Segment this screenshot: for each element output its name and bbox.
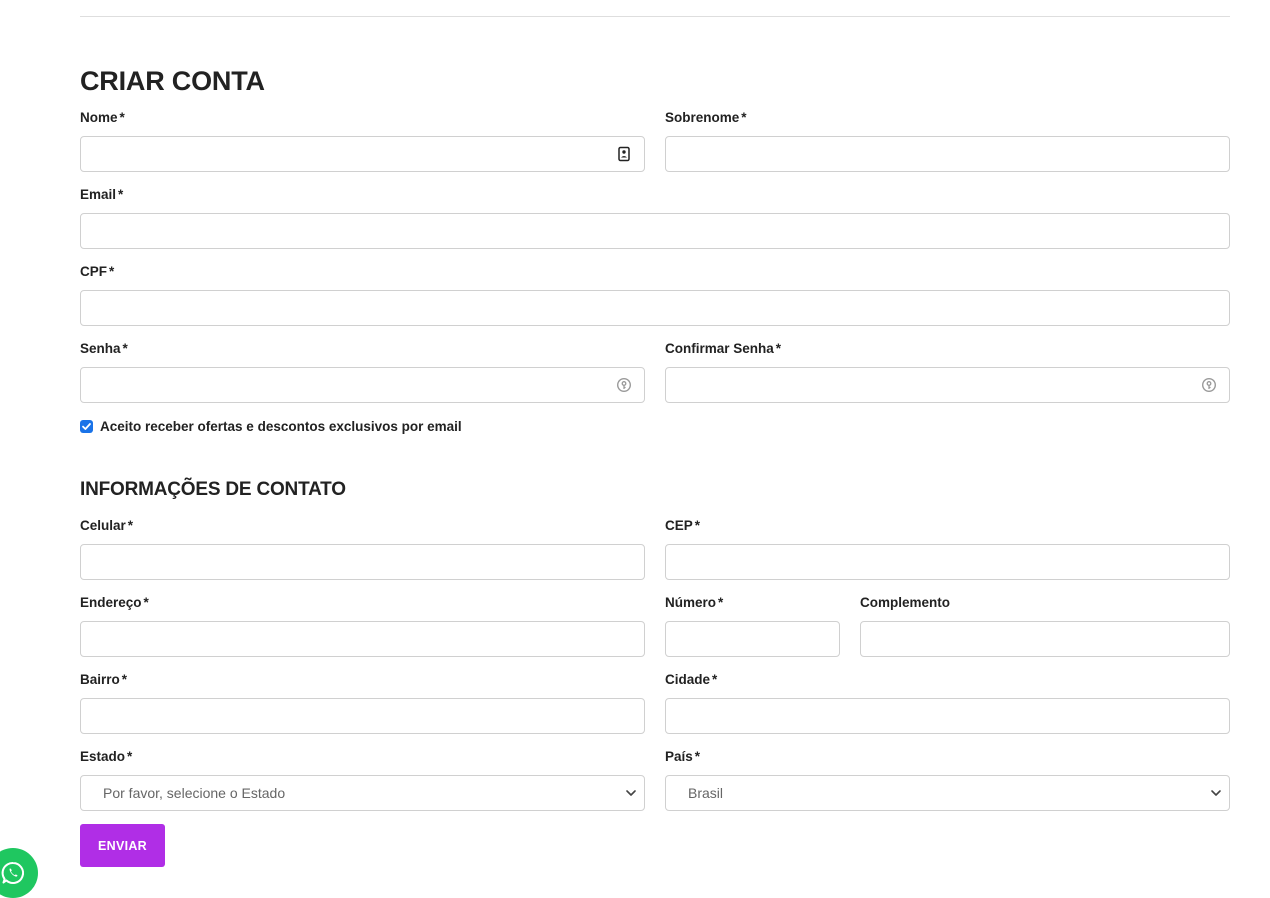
password-key-icon[interactable] xyxy=(616,377,632,393)
endereco-input[interactable] xyxy=(81,622,644,656)
sobrenome-input-box[interactable] xyxy=(665,136,1230,172)
cidade-input-box[interactable] xyxy=(665,698,1230,734)
numero-input[interactable] xyxy=(666,622,839,656)
email-label: Email * xyxy=(80,187,124,202)
cidade-field xyxy=(665,672,1230,734)
celular-input[interactable] xyxy=(81,545,644,579)
senha-input-box[interactable] xyxy=(80,367,645,403)
pais-label: País * xyxy=(665,749,701,764)
complemento-field xyxy=(860,595,1230,657)
cep-field xyxy=(665,518,1230,580)
numero-field xyxy=(665,595,840,657)
bairro-label: Bairro * xyxy=(80,672,128,687)
sobrenome-field xyxy=(665,110,1230,172)
pais-select[interactable] xyxy=(665,775,1230,811)
cidade-input[interactable] xyxy=(666,699,1229,733)
pais-selected-value: Brasil xyxy=(688,785,724,801)
pais-field xyxy=(665,749,1230,811)
sobrenome-label: Sobrenome * xyxy=(665,110,747,125)
confirmar-senha-label: Confirmar Senha * xyxy=(665,341,782,356)
sobrenome-input[interactable] xyxy=(666,137,1229,171)
senha-field xyxy=(80,341,645,403)
cpf-label: CPF * xyxy=(80,264,115,279)
cpf-input[interactable] xyxy=(81,291,1229,325)
cidade-label: Cidade * xyxy=(665,672,718,687)
estado-field xyxy=(80,749,645,811)
senha-label: Senha * xyxy=(80,341,128,356)
confirmar-senha-input-box[interactable] xyxy=(665,367,1230,403)
email-input[interactable] xyxy=(81,214,1229,248)
contact-card-icon[interactable] xyxy=(616,146,632,162)
enviar-button[interactable]: ENVIAR xyxy=(80,824,165,867)
cpf-input-box[interactable] xyxy=(80,290,1230,326)
celular-label: Celular * xyxy=(80,518,134,533)
estado-select[interactable] xyxy=(80,775,645,811)
email-field xyxy=(80,187,1230,249)
offers-optin[interactable] xyxy=(80,419,462,434)
nome-field xyxy=(80,110,645,172)
chevron-down-icon xyxy=(624,786,638,800)
cep-label: CEP * xyxy=(665,518,701,533)
offers-checkbox[interactable] xyxy=(80,420,93,433)
numero-input-box[interactable] xyxy=(665,621,840,657)
cep-input-box[interactable] xyxy=(665,544,1230,580)
estado-label: Estado * xyxy=(80,749,133,764)
nome-label: Nome * xyxy=(80,110,125,125)
whatsapp-icon xyxy=(0,860,26,886)
celular-field xyxy=(80,518,645,580)
bairro-input[interactable] xyxy=(81,699,644,733)
senha-input[interactable] xyxy=(81,368,644,402)
numero-label: Número * xyxy=(665,595,724,610)
cpf-field xyxy=(80,264,1230,326)
complemento-input-box[interactable] xyxy=(860,621,1230,657)
celular-input-box[interactable] xyxy=(80,544,645,580)
bairro-input-box[interactable] xyxy=(80,698,645,734)
endereco-field xyxy=(80,595,645,657)
endereco-label: Endereço * xyxy=(80,595,149,610)
cep-input[interactable] xyxy=(666,545,1229,579)
offers-label[interactable]: Aceito receber ofertas e descontos exclusivos por email xyxy=(100,419,462,434)
chevron-down-icon xyxy=(1209,786,1223,800)
nome-input[interactable] xyxy=(81,137,644,171)
complemento-label: Complemento xyxy=(860,595,951,610)
confirmar-senha-field xyxy=(665,341,1230,403)
bairro-field xyxy=(80,672,645,734)
top-divider xyxy=(80,16,1230,17)
endereco-input-box[interactable] xyxy=(80,621,645,657)
nome-input-box[interactable] xyxy=(80,136,645,172)
whatsapp-button[interactable] xyxy=(0,848,38,898)
password-key-icon[interactable] xyxy=(1201,377,1217,393)
email-input-box[interactable] xyxy=(80,213,1230,249)
page-title: CRIAR CONTA xyxy=(80,66,265,96)
contact-section-title: INFORMAÇÕES DE CONTATO xyxy=(80,479,346,500)
confirmar-senha-input[interactable] xyxy=(666,368,1229,402)
complemento-input[interactable] xyxy=(861,622,1229,656)
checkmark-icon xyxy=(81,421,92,432)
estado-selected-value: Por favor, selecione o Estado xyxy=(103,785,286,801)
